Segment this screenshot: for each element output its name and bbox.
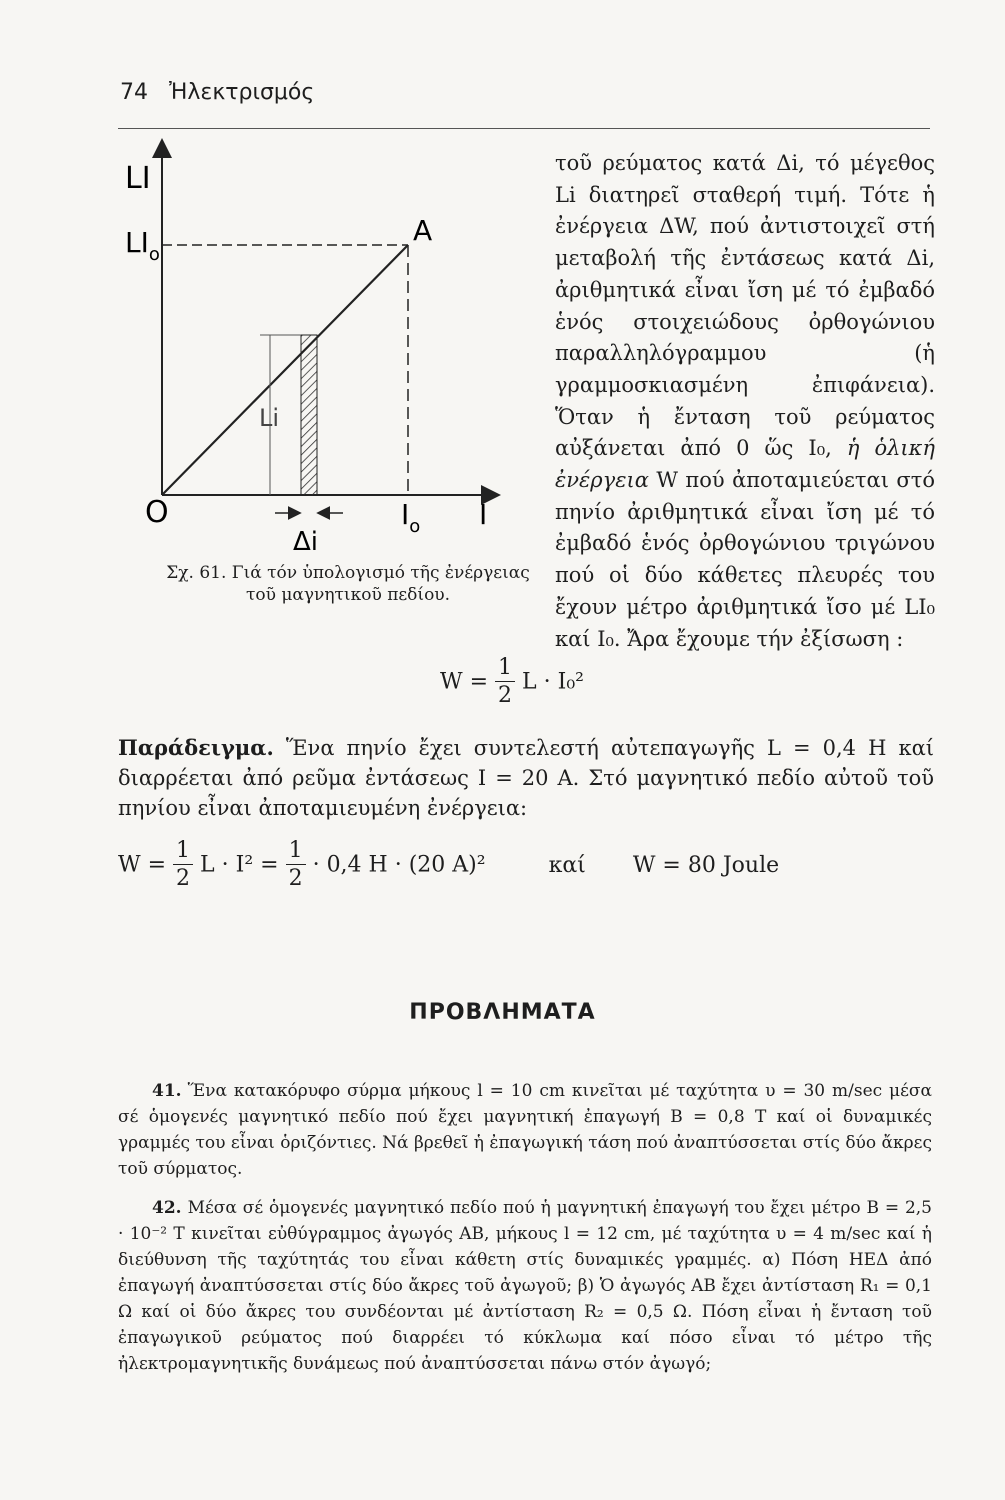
example-text: Ἕνα πηνίο ἔχει συντελεστή αὐτεπαγωγῆς L = 0,4 H καί διαρρέεται ἀπό ρεῦμα ἐντάσεως I = 20 A. Στό μαγνητικό πεδίο αὐτοῦ τοῦ πηνίου εἶναι ἀποταμιευμένη ἐνέργεια:	[118, 736, 934, 820]
running-title: Ἠλεκτρισμός	[169, 80, 315, 105]
label-I: I	[479, 498, 488, 531]
example-label: Παράδειγμα.	[118, 735, 274, 760]
label-I0: $I_o$	[401, 498, 421, 537]
hatched-strip	[301, 335, 317, 495]
diagonal-line	[162, 245, 408, 495]
right-column-text	[555, 148, 935, 655]
problem-42: 42. Μέσα σέ ὁμογενές μαγνητικό πεδίο πού ἡ μαγνητική ἐπαγωγή του ἔχει μέτρο B = 2,5 · 10⁻² T κινεῖται εὐθύγραμμος ἀγωγός AB, μήκους l = 12 cm, μέ ταχύτητα υ = 4 m/sec καί ἡ διεύθυνση τῆς ταχύτητάς του εἶναι κάθετη στίς δυναμικές γραμμές. α) Πόση ΗΕΔ ἀπό ἐπαγωγή ἀναπτύσσεται στίς δύο ἄκρες τοῦ ἀγωγοῦ; β) Ὁ ἀγωγός AB ἔχει ἀντίσταση R₁ = 0,1 Ω καί οἱ δύο ἄκρες του συνδέονται μέ ἀντίσταση R₂ = 0,5 Ω. Πόση εἶναι ἡ ἔνταση τοῦ ἐπαγωγικοῦ ρεύματος πού διαρρέει τό κύκλωμα καί πόσο εἶναι τό μέτρο τῆς ἠλεκτρομαγνητικῆς δυνάμεως πού ἀναπτύσσεται πάνω στόν ἀγωγό;	[118, 1198, 932, 1374]
equation-example: W = $\frac{1}{2}$ L · I² = $\frac{1}{2}$ · 0,4 H · (20 A)² καί W = 80 Joule	[118, 838, 780, 891]
figure-caption: Σχ. 61. Γιά τόν ὑπολογισμό τῆς ἐνέργειας τοῦ μαγνητικοῦ πεδίου.	[166, 563, 530, 605]
paragraph-end: W πού ἀποταμιεύεται στό πηνίο ἀριθμητικά εἶναι ἴση μέ τό ἐμβαδό ἑνός ὀρθογώνιου τριγώνου πού οἱ δύο κάθετες πλευρές του ἔχουν μέτρο ἀριθμητικά ἴσο μέ LI₀ καί I₀. Ἄρα ἔχουμε τήν ἐξίσωση :	[555, 468, 935, 651]
label-Li-small: Li	[259, 404, 280, 432]
paragraph-text: τοῦ ρεύματος κατά Δi, τό μέγεθος Li διατηρεῖ σταθερή τιμή. Τότε ἡ ἐνέργεια ΔW, πού ἀντιστοιχεῖ στή μεταβολή τῆς ἐντάσεως κατά Δi, ἀριθμητικά εἶναι ἴση μέ τό ἐμβαδό ἑνός στοιχειώδους ὀρθογώνιου παραλληλόγραμμου (ἡ γραμμοσκιασμένη ἐπιφάνεια). Ὅταν ἡ ἔνταση τοῦ ρεύματος αὐξάνεται ἀπό 0 ὥς I₀,	[555, 151, 935, 461]
fraction-half: $\frac{1}{2}$	[495, 655, 515, 710]
page-number: 74	[120, 80, 148, 105]
page-header	[120, 80, 314, 105]
italic-phrase: ἡ ὁλική ἐνέργεια	[555, 436, 936, 493]
header-rule	[118, 128, 930, 129]
equation-energy: W = $\frac{1}{2}$ L · I₀²	[440, 655, 584, 708]
label-LI0: $LI_o$	[125, 226, 160, 265]
problem-41: 41. Ἕνα κατακόρυφο σύρμα μήκους l = 10 cm κινεῖται μέ ταχύτητα υ = 30 m/sec μέσα σέ ὁμογενές μαγνητικό πεδίο πού ἔχει μαγνητική ἐπαγωγή B = 0,8 T καί οἱ δυναμικές γραμμές του εἶναι ὁριζόντιες. Νά βρεθεῖ ἡ ἐπαγωγική τάση πού ἀναπτύσσεται στίς δύο ἄκρες τοῦ σύρματος.	[118, 1081, 932, 1179]
problems-heading: ΠΡΟΒΛΗΜΑΤΑ	[409, 1000, 596, 1025]
label-delta-i: Δi	[293, 527, 319, 557]
label-Li: LI	[125, 161, 151, 196]
example-paragraph	[118, 733, 934, 823]
energy-figure	[125, 130, 545, 610]
label-O: O	[145, 495, 169, 530]
label-A: A	[413, 214, 433, 247]
